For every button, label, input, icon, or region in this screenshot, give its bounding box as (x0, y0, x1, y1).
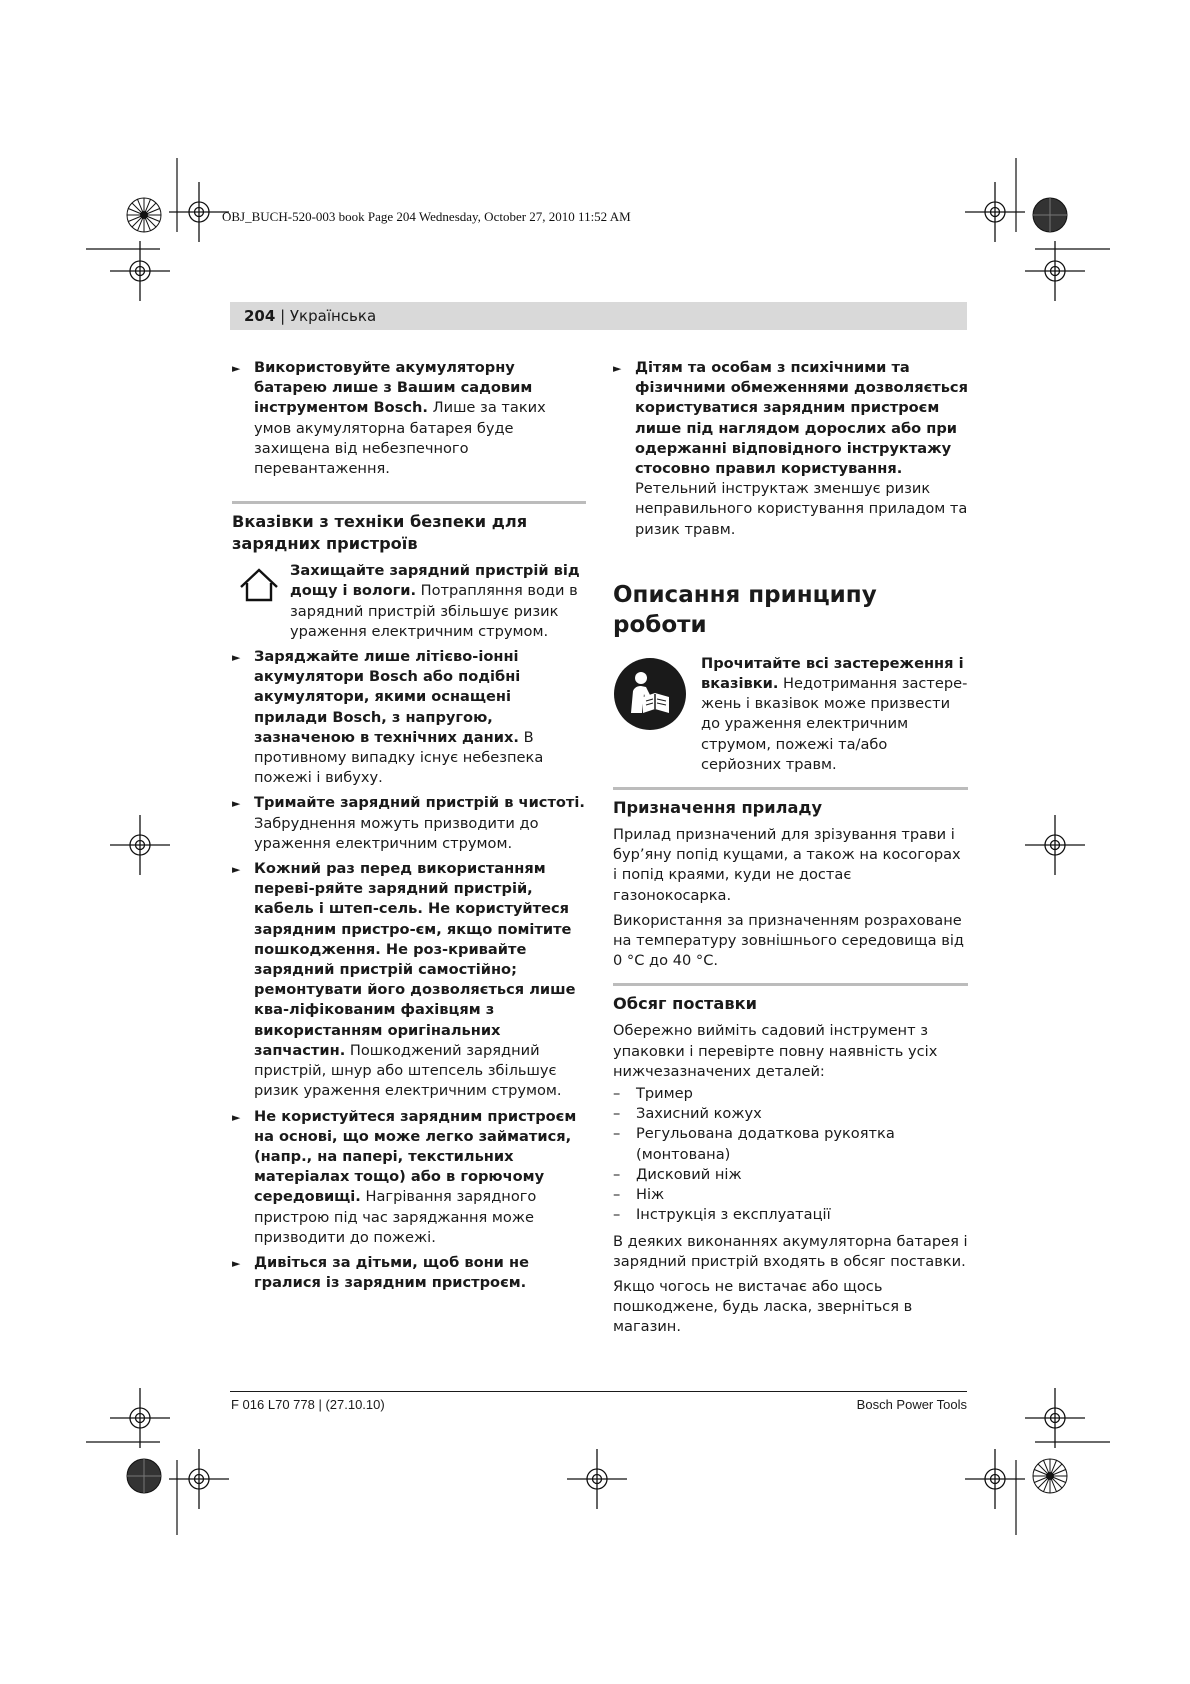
bullet-text: Лише за таких умов акумуляторна батарея буде захищена від небезпечного перевантаження. (254, 399, 546, 478)
list-item: – Тример (613, 1085, 693, 1103)
print-header: OBJ_BUCH-520-003 book Page 204 Wednesday, October 27, 2010 11:52 AM (222, 209, 631, 224)
header-separator: | (275, 307, 290, 325)
delivery-intro: Обережно вийміть садовий інструмент з упаковки і перевірте повну наявність усіх нижчезазначених деталей: (613, 1022, 938, 1080)
left-column (232, 358, 586, 1298)
bullet-bold-text: Тримайте зарядний пристрій в чистоті. (254, 794, 585, 812)
children-bullet (232, 1253, 586, 1293)
read-manual-icon (613, 657, 687, 731)
flammable-surface-bullet (232, 1107, 586, 1248)
bullet-bold-text: Використовуйте акумуляторну батарею лише з Вашим садовим інструментом Bosch. (254, 359, 533, 417)
bullet-text: Забруднення можуть призводити до ураження електричним струмом. (254, 814, 539, 852)
moisture-warning (232, 561, 586, 642)
list-item: – Ніж (613, 1186, 665, 1204)
footer-brand: Bosch Power Tools (856, 1397, 967, 1412)
list-item: – Захисний кожух (613, 1105, 762, 1123)
indoor-use-house-icon (238, 567, 280, 603)
bullet-bold-text: Дітям та особам з психічними та фізичними обмеженнями дозволяється користуватися зарядним пристроєм лише під наглядом дорослих або при одержанні відповідного інструктажу стосовно правил користування. (635, 359, 968, 478)
bullet-text: Пошкоджений зарядний пристрій, шнур або штепсель збільшує ризик ураження електричним струмом. (254, 1041, 562, 1100)
bullet-triangle-icon: ► (232, 1256, 241, 1270)
read-instructions-notice (613, 654, 968, 775)
bullet-text: В противному випадку існує небезпека пожежі і вибуху. (254, 728, 544, 787)
page-header-band (230, 302, 967, 330)
section-divider (613, 983, 968, 986)
section-divider (232, 501, 586, 504)
bullet-triangle-icon: ► (232, 1110, 241, 1124)
bullet-triangle-icon: ► (613, 362, 622, 375)
bullet-bold-text: Кожний раз перед використанням переві-ряйте зарядний пристрій, кабель і штеп-сель. Не користуйтеся зарядним пристро-єм, якщо помітите пошкодження. Не роз-кривайте зарядний пристрій самостійно; ремонтувати його дозволяється лише ква-ліфікованим фахівцям з використанням оригінальних запчастин. (254, 860, 576, 1059)
notice-text: Недотримання застере-жень і вказівок може призвести до ураження електричним струмом, пожежі та/або серйозних травм. (701, 675, 968, 773)
bullet-bold-text: Не користуйтеся зарядним пристроєм на основі, що може легко займатися, (напр., на папері, текстильних матеріалах тощо) або в горючому середовищі. (254, 1107, 577, 1206)
language-label: Українська (289, 307, 377, 325)
bullet-bold-text: Заряджайте лише літієво-іонні акумулятори Bosch або подібні акумулятори, якими оснащені прилади Bosch, з напругою, зазначеною в технічних даних. (254, 648, 521, 746)
inspect-charger-bullet (232, 859, 586, 1101)
children-disabilities-bullet (613, 358, 968, 540)
bullet-triangle-icon: ► (232, 651, 241, 665)
notice-bold-text: Прочитайте всі застереження і вказівки. (701, 654, 964, 693)
bullet-text: Ретельний інструктаж зменшує ризик неправильного користування приладом та ризик травм. (635, 480, 968, 538)
footer-divider (230, 1391, 967, 1392)
section-divider (613, 787, 968, 790)
list-item: – Інструкція з експлуатації (613, 1206, 831, 1224)
delivery-note-battery: В деяких виконаннях акумуляторна батарея і зарядний пристрій входять в обсяг поставки. (613, 1232, 968, 1270)
bullet-triangle-icon: ► (232, 362, 241, 375)
bullet-triangle-icon: ► (232, 863, 241, 877)
page-number: 204 (244, 307, 276, 325)
delivery-list (613, 1084, 968, 1225)
battery-use-bullet (232, 358, 586, 479)
charger-safety-heading: Вказівки з техніки безпеки для зарядних пристроїв (232, 512, 528, 554)
bullet-triangle-icon: ► (232, 797, 241, 811)
delivery-note-missing: Якщо чогось не вистачає або щось пошкоджене, будь ласка, зверніться в магазин. (613, 1277, 913, 1336)
bullet-text: Нагрівання зарядного пристрою під час заряджання може призводити до пожежі. (254, 1188, 537, 1246)
battery-type-bullet (232, 647, 586, 788)
temperature-paragraph: Використання за призначенням розраховане на температуру зовнішнього середовища від 0 °C до 40 °C. (613, 911, 964, 970)
warning-text: Потрапляння води в зарядний пристрій збільшує ризик ураження електричним струмом. (290, 582, 578, 640)
list-item: – Дисковий ніж (613, 1165, 742, 1183)
list-item: – Регульована додаткова рукоятка (монтована) (613, 1125, 895, 1163)
delivery-heading: Обсяг поставки (613, 994, 757, 1014)
warning-bold-text: Захищайте зарядний пристрій від дощу і вологи. (290, 562, 580, 600)
purpose-heading: Призначення приладу (613, 798, 822, 818)
right-column (613, 358, 968, 1338)
purpose-paragraph: Прилад призначений для зрізування трави і бур’яну попід кущами, а також на косогорах і попід краями, куди не достає газонокосарка. (613, 826, 961, 904)
bullet-bold-text: Дивіться за дітьми, щоб вони не гралися із зарядним пристроєм. (254, 1253, 529, 1292)
principle-heading: Описання принципу роботи (613, 581, 877, 638)
footer-doc-number: F 016 L70 778 | (27.10.10) (231, 1397, 385, 1412)
keep-clean-bullet (232, 793, 586, 854)
